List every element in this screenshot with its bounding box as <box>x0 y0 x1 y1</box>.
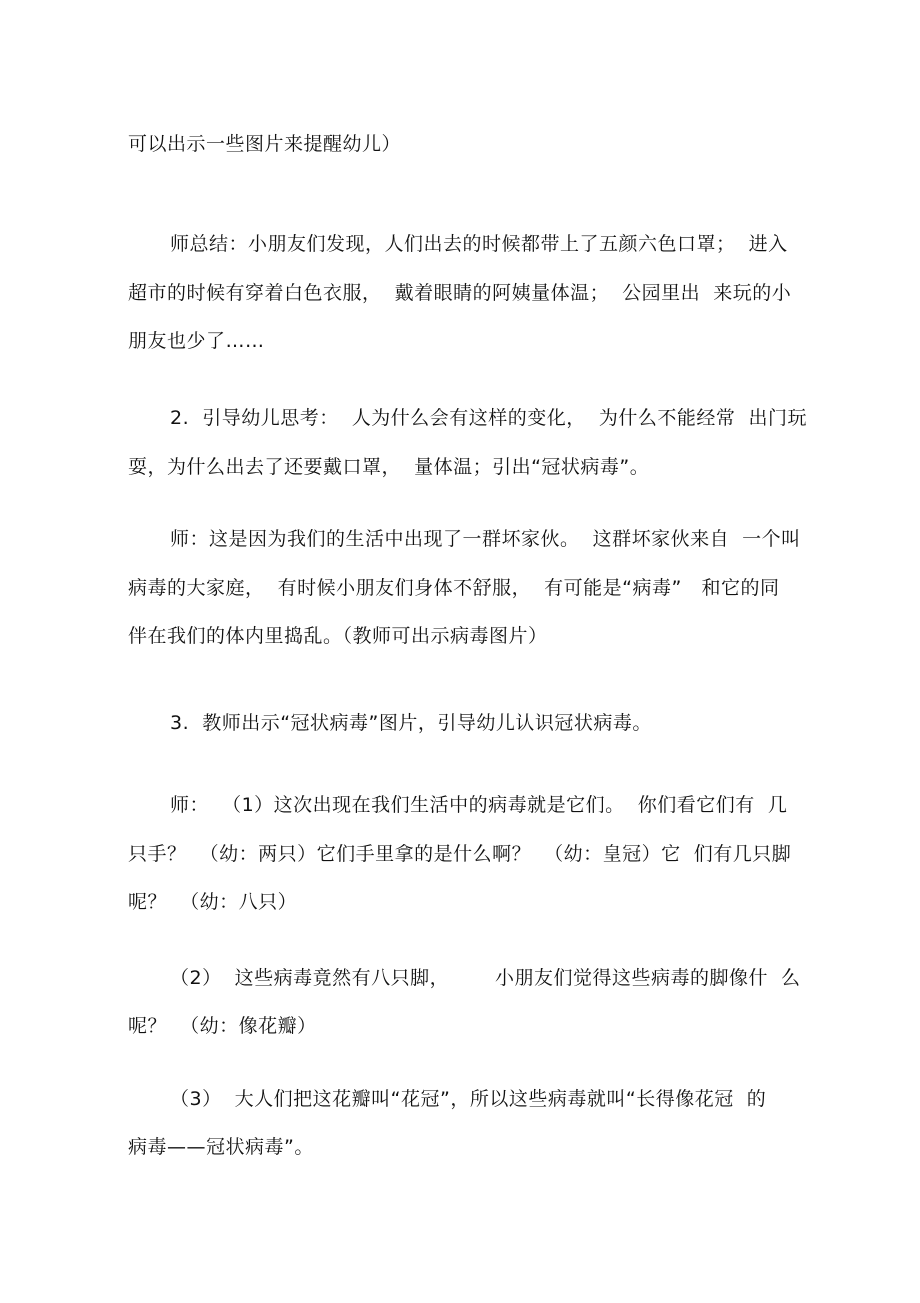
paragraph-line: 只手？ （幼：两只）它们手里拿的是什么啊？ （幼：皇冠）它 们有几只脚 <box>128 843 792 865</box>
paragraph-line: 师： （1）这次出现在我们生活中的病毒就是它们。 你们看它们有 几 <box>170 794 788 816</box>
paragraph-line: 呢？ （幼：像花瓣） <box>128 1015 317 1037</box>
paragraph-line: 伴在我们的体内里捣乱。（教师可出示病毒图片） <box>128 625 548 647</box>
paragraph-line: 师：这是因为我们的生活中出现了一群坏家伙。 这群坏家伙来自 一个叫 <box>170 528 801 550</box>
paragraph-line: 朋友也少了…… <box>128 330 265 352</box>
paragraph-line: 3. 教师出示“冠状病毒”图片，引导幼儿认识冠状病毒。 <box>170 712 652 734</box>
paragraph-line: 超市的时候有穿着白色衣服， 戴着眼睛的阿姨量体温； 公园里出 来玩的小 <box>128 282 792 304</box>
paragraph-line: 2. 引导幼儿思考： 人为什么会有这样的变化， 为什么不能经常 出门玩 <box>170 407 807 429</box>
paragraph-line: 病毒——冠状病毒”。 <box>128 1136 314 1158</box>
paragraph-line: （2） 这些病毒竟然有八只脚， 小朋友们觉得这些病毒的脚像什 么 <box>170 967 801 989</box>
paragraph-line: 可以出示一些图片来提醒幼儿） <box>128 133 402 155</box>
paragraph-line: 病毒的大家庭， 有时候小朋友们身体不舒服， 有可能是“病毒” 和它的同 <box>128 577 780 599</box>
paragraph-line: 呢？ （幼：八只） <box>128 891 298 913</box>
paragraph-line: 耍，为什么出去了还要戴口罩， 量体温；引出“冠状病毒”。 <box>128 456 650 478</box>
paragraph-line: （3） 大人们把这花瓣叫“花冠”，所以这些病毒就叫“长得像花冠 的 <box>170 1088 767 1110</box>
paragraph-line: 师总结：小朋友们发现，人们出去的时候都带上了五颜六色口罩； 进入 <box>170 233 788 255</box>
